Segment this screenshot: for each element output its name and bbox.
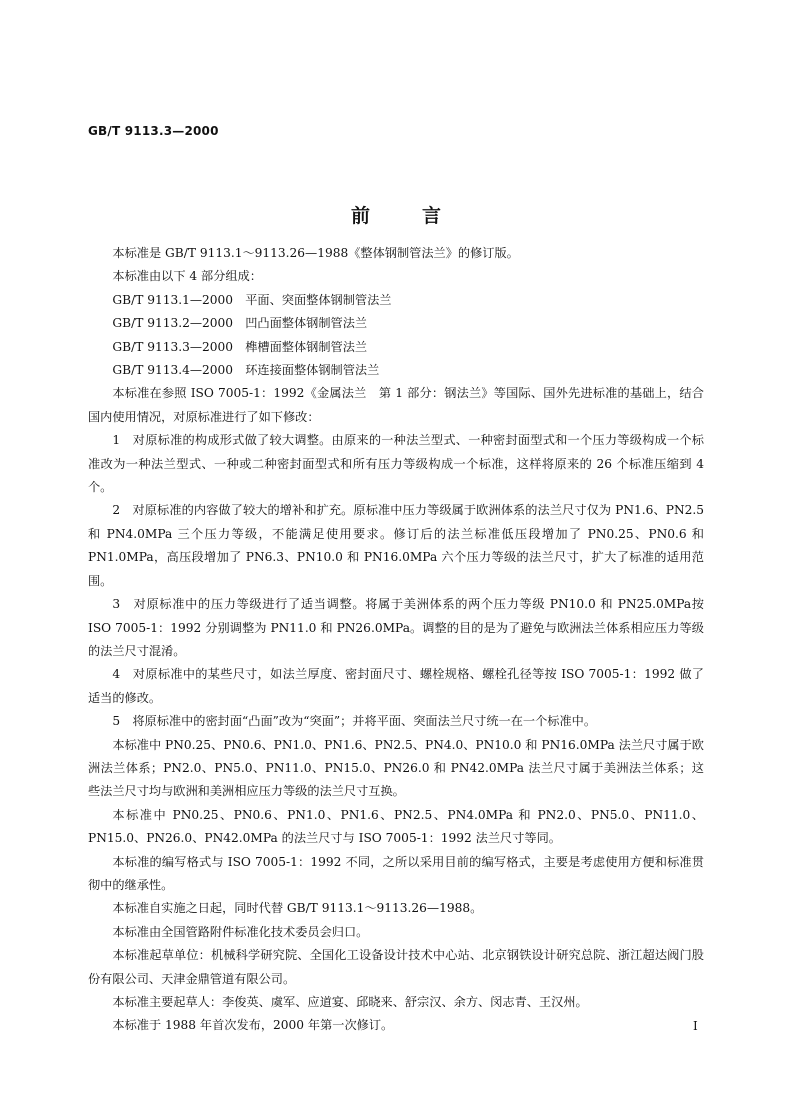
paragraph: 本标准起草单位：机械科学研究院、全国化工设备设计技术中心站、北京钢铁设计研究总院、浙江超达阀门股份有限公司、天津金鼎管道有限公司。	[88, 948, 704, 986]
paragraph: 本标准主要起草人：李俊英、虞军、应道宴、邱晓来、舒宗汉、余方、闵志青、王汉州。	[112, 995, 588, 1009]
paragraph: 本标准中 PN0.25、PN0.6、PN1.0、PN1.6、PN2.5、PN4.0、PN10.0 和 PN16.0MPa 法兰尺寸属于欧洲法兰体系；PN2.0、PN5.0、PN11.0、PN15.0、PN26.0 和 PN42.0MPa 法兰尺寸属于美洲法兰体系；这些法兰尺寸均与欧洲和美洲相应压力等级的法兰尺寸互换。	[88, 737, 704, 799]
revision-item: 5 将原标准中的密封面“凸面”改为“突面”；并将平面、突面法兰尺寸统一在一个标准中。	[112, 714, 597, 729]
part-list-item: GB/T 9113.4—2000 环连接面整体钢制管法兰	[112, 363, 380, 378]
part-list-item: GB/T 9113.1—2000 平面、突面整体钢制管法兰	[112, 292, 392, 307]
revision-item: 3 对原标准中的压力等级进行了适当调整。将属于美洲体系的两个压力等级 PN10.0 和 PN25.0MPa按 ISO 7005-1：1992 分别调整为 PN11.0 和 PN26.0MPa。调整的目的是为了避免与欧洲法兰体系相应压力等级的法兰尺寸混淆。	[88, 597, 704, 658]
paragraph: 本标准在参照 ISO 7005-1：1992《金属法兰 第 1 部分：钢法兰》等国际、国外先进标准的基础上，结合国内使用情况，对原标准进行了如下修改：	[88, 386, 704, 424]
paragraph: 本标准是 GB/T 9113.1～9113.26—1988《整体钢制管法兰》的修订版。	[112, 246, 519, 260]
paragraph: 本标准由以下 4 部分组成：	[112, 269, 262, 284]
page-number: I	[693, 1019, 698, 1033]
foreword-body	[88, 242, 704, 1038]
paragraph: 本标准的编写格式与 ISO 7005-1：1992 不同，之所以采用目前的编写格式，主要是考虑使用方便和标准贯彻中的继承性。	[88, 854, 704, 892]
title-char-2: 言	[422, 205, 442, 227]
revision-item: 1 对原标准的构成形式做了较大调整。由原来的一种法兰型式、一种密封面型式和一个压力等级构成一个标准改为一种法兰型式、一种或二种密封面型式和所有压力等级构成一个标准，这样将原来的 26 个标准压缩到 4 个。	[88, 433, 704, 495]
title-char-1: 前	[350, 205, 370, 227]
paragraph: 本标准中 PN0.25、PN0.6、PN1.0、PN1.6、PN2.5、PN4.0MPa 和 PN2.0、PN5.0、PN11.0、PN15.0、PN26.0、PN42.0MPa 的法兰尺寸与 ISO 7005-1：1992 法兰尺寸等同。	[88, 807, 704, 846]
paragraph: 本标准由全国管路附件标准化技术委员会归口。	[112, 924, 369, 939]
page-title	[0, 201, 792, 228]
revision-item: 4 对原标准中的某些尺寸，如法兰厚度、密封面尺寸、螺栓规格、螺栓孔径等按 ISO 7005-1：1992 做了适当的修改。	[88, 667, 704, 705]
revision-item: 2 对原标准的内容做了较大的增补和扩充。原标准中压力等级属于欧洲体系的法兰尺寸仅为 PN1.6、PN2.5 和 PN4.0MPa 三个压力等级，不能满足使用要求。修订后的法兰标准低压段增加了 PN0.25、PN0.6 和 PN1.0MPa，高压段增加了 PN6.3、PN10.0 和 PN16.0MPa 六个压力等级的法兰尺寸，扩大了标准的适用范围。	[88, 503, 704, 588]
paragraph: 本标准于 1988 年首次发布，2000 年第一次修订。	[112, 1018, 394, 1033]
paragraph: 本标准自实施之日起，同时代替 GB/T 9113.1～9113.26—1988。	[112, 901, 483, 916]
standard-code: GB/T 9113.3—2000	[88, 124, 219, 138]
part-list-item: GB/T 9113.3—2000 榫槽面整体钢制管法兰	[112, 339, 368, 354]
part-list-item: GB/T 9113.2—2000 凹凸面整体钢制管法兰	[112, 316, 368, 331]
